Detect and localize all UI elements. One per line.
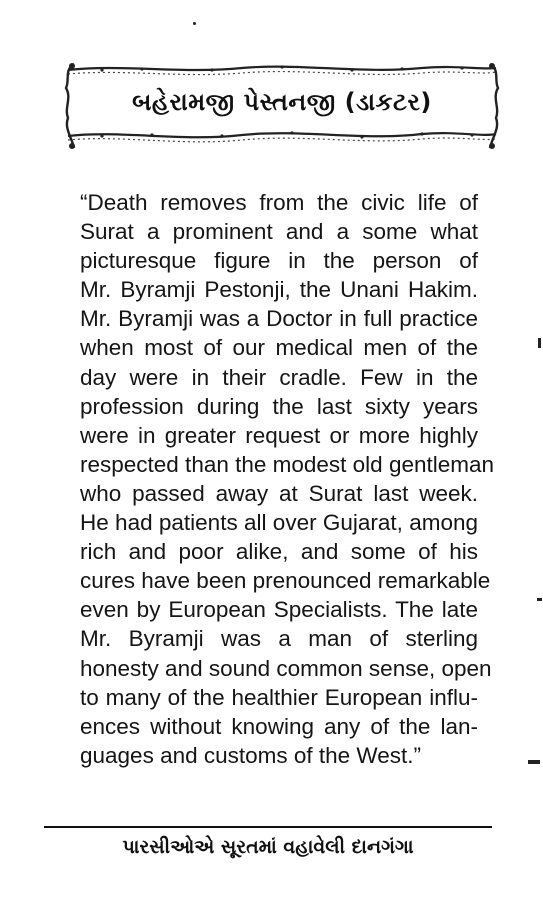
quote-line: ences without knowing any of the lan- bbox=[80, 713, 478, 739]
quote-line: He had patients all over Gujarat, among bbox=[80, 510, 478, 536]
quote-line: Mr. Byramji was a man of sterling bbox=[80, 626, 478, 652]
speck bbox=[193, 22, 196, 25]
quote-line: day were in their cradle. Few in the bbox=[80, 364, 478, 390]
quote-line: Mr. Byramji was a Doctor in full practice bbox=[80, 306, 478, 332]
quote-line: Mr. Byramji Pestonji, the Unani Hakim. bbox=[80, 277, 478, 303]
running-footer: પારસીઓએ સૂરતમાં વહાવેલી દાનગંગા bbox=[122, 836, 414, 858]
quote-line: when most of our medical men of the bbox=[80, 335, 478, 361]
quote-line: “Death removes from the civic life of bbox=[80, 190, 478, 215]
quote-line: picturesque figure in the person of bbox=[80, 248, 478, 274]
ornamental-header-frame bbox=[62, 58, 502, 154]
quote-line: profession during the last sixty years bbox=[80, 393, 478, 419]
edge-mark bbox=[537, 598, 542, 601]
edge-mark bbox=[538, 338, 541, 348]
quote-line: to many of the healthier European influ- bbox=[80, 684, 478, 710]
quote-line: honesty and sound common sense, open bbox=[80, 655, 492, 681]
edge-mark bbox=[528, 760, 540, 764]
page-title: બહેરામજી પેસ્તનજી (ડાકટર) bbox=[132, 88, 432, 116]
quote-line: rich and poor alike, and some of his bbox=[80, 539, 478, 565]
quote-line: cures have been prenounced remarkable bbox=[80, 568, 491, 594]
quote-line: who passed away at Surat last week. bbox=[80, 480, 478, 506]
quote-body bbox=[80, 188, 495, 770]
quote-line: Surat a prominent and a some what bbox=[80, 219, 478, 245]
quote-line: respected than the modest old gentleman bbox=[80, 451, 495, 477]
quote-line: were in greater request or more highly bbox=[80, 422, 478, 448]
quote-line: guages and customs of the West.” bbox=[80, 742, 422, 768]
quote-line: even by European Specialists. The late bbox=[80, 597, 478, 623]
footer-divider bbox=[44, 826, 492, 828]
